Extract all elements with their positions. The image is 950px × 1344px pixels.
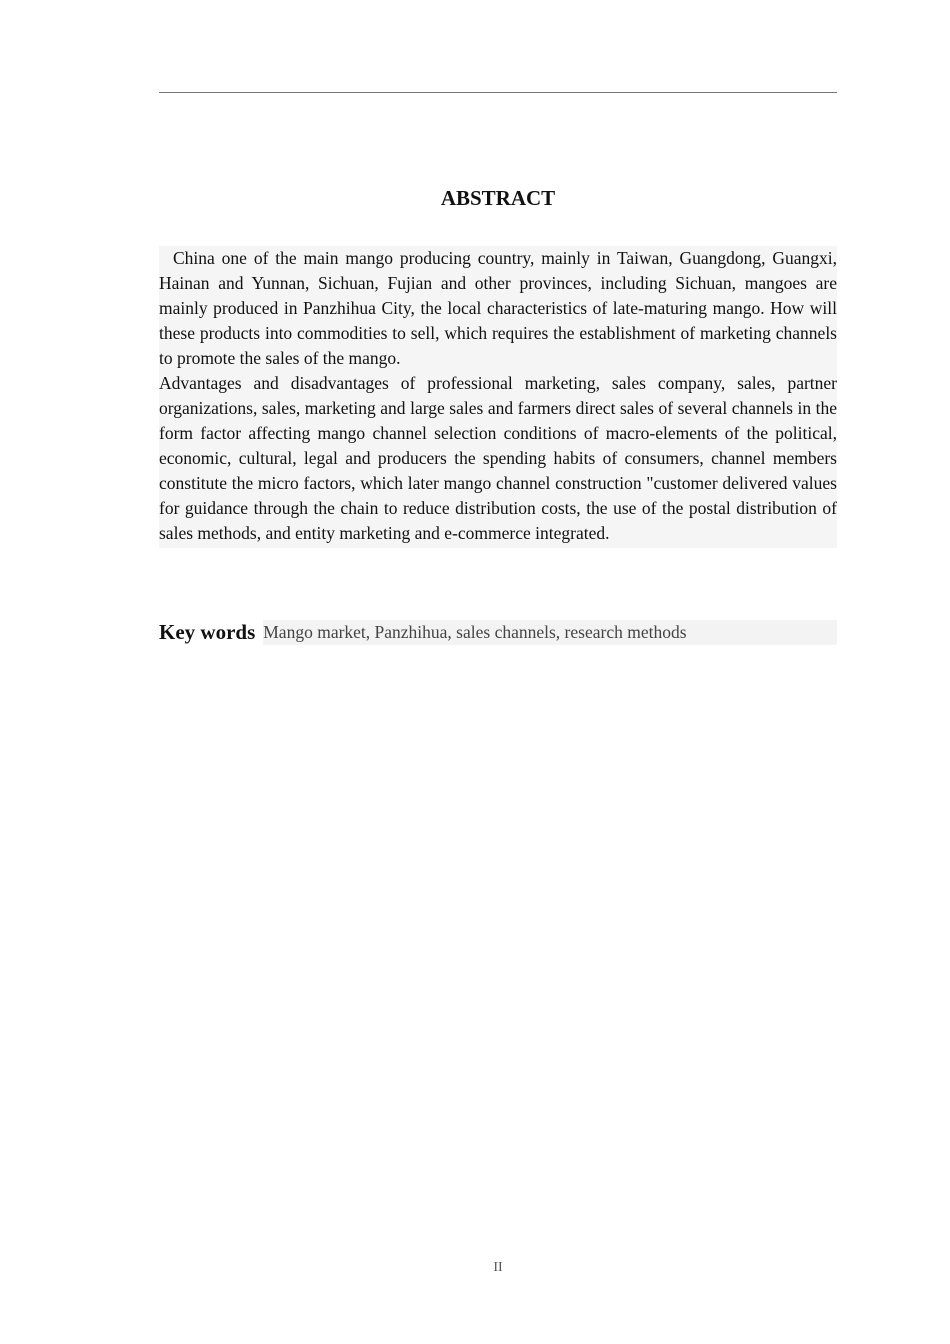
keywords-line	[159, 620, 837, 645]
page-number: II	[493, 1260, 503, 1275]
header-rule	[159, 92, 837, 93]
keywords-value: Mango market, Panzhihua, sales channels, research methods	[263, 620, 837, 645]
abstract-body	[159, 246, 837, 548]
abstract-paragraph-1: China one of the main mango producing country, mainly in Taiwan, Guangdong, Guangxi, Hainan and Yunnan, Sichuan, Fujian and other provinces, including Sichuan, mangoes are mainly produced in Panzhihua City, the local characteristics of late-maturing mango. How will these products into commodities to sell, which requires the establishment of marketing channels to promote the sales of the mango.	[159, 248, 837, 368]
abstract-paragraph-2: Advantages and disadvantages of professional marketing, sales company, sales, partner organizations, sales, marketing and large sales and farmers direct sales of several channels in the form factor affecting mango channel selection conditions of macro-elements of the political, economic, cultural, legal and producers the spending habits of consumers, channel members constitute the micro factors, which later mango channel construction "customer delivered values for guidance through the chain to reduce distribution costs, the use of the postal distribution of sales methods, and entity marketing and e-commerce integrated.	[159, 373, 837, 543]
abstract-title: ABSTRACT	[440, 186, 556, 210]
keywords-label: Key words	[159, 620, 256, 644]
